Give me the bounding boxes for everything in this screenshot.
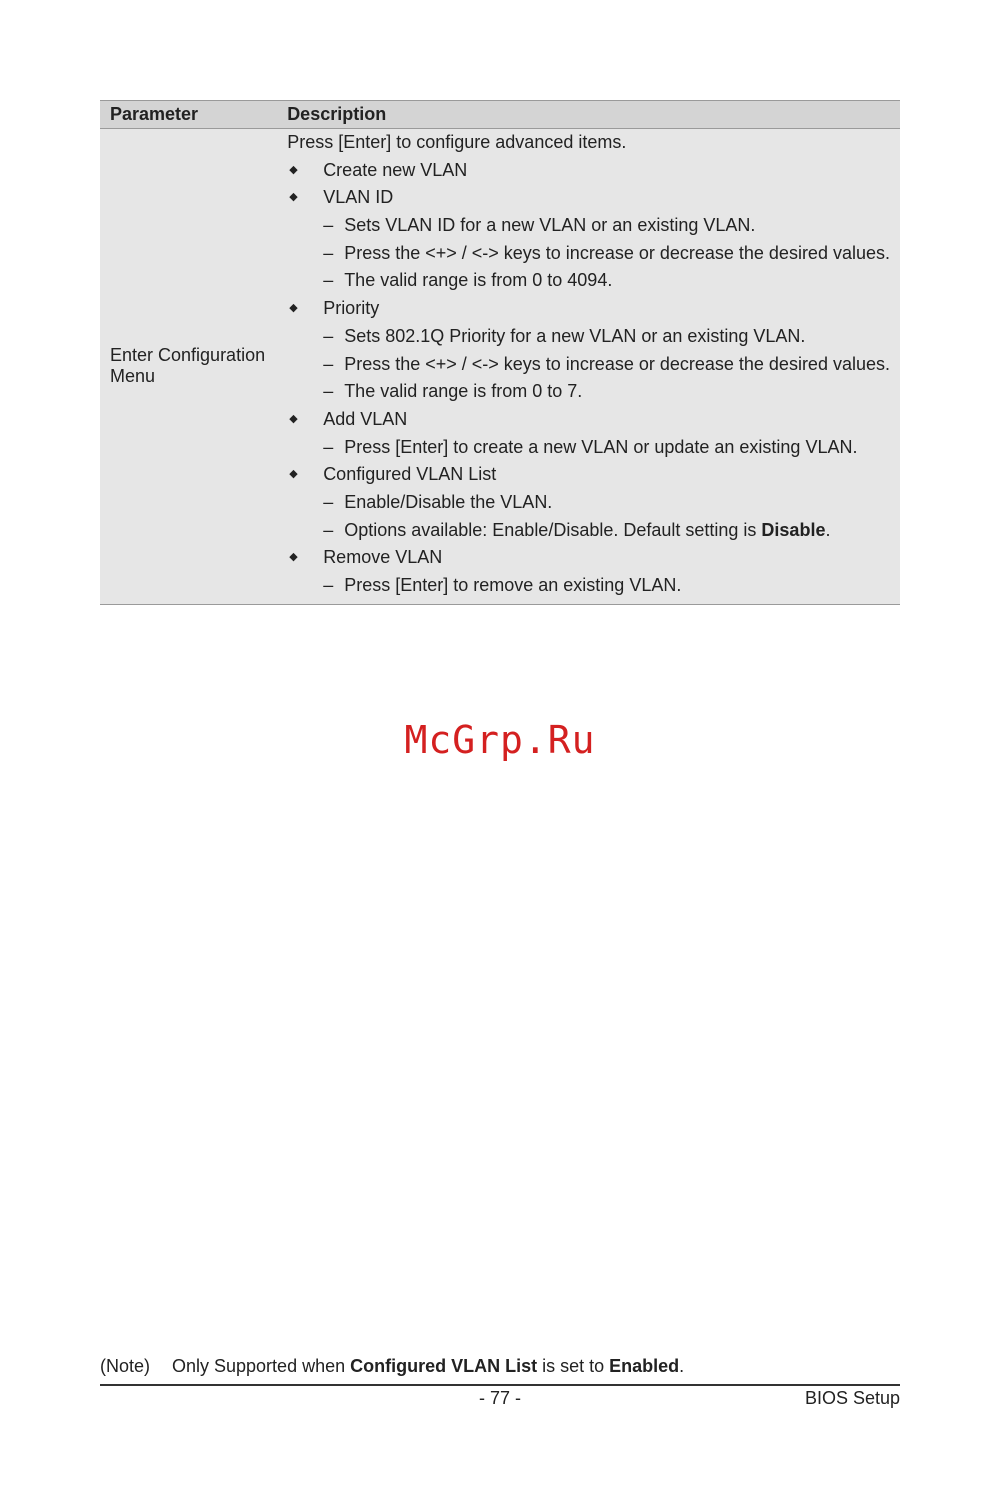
sub-item-text-prefix: Options available: Enable/Disable. Default setting is (344, 519, 762, 540)
note-text-prefix: Only Supported when (172, 1356, 351, 1376)
note-bold-value: Enabled (609, 1356, 680, 1376)
sub-list-item (287, 212, 890, 240)
default-setting-value: Disable (761, 519, 826, 540)
diamond-bullet-icon: ◆ (289, 412, 298, 425)
section-title: BIOS Setup (804, 1388, 900, 1408)
dash-marker: – (323, 436, 334, 457)
note-text-mid: is set to (537, 1356, 610, 1376)
sub-item-text-suffix: . (825, 519, 831, 540)
sub-list-item (287, 351, 890, 379)
diamond-bullet-icon: ◆ (289, 468, 298, 481)
footer-divider (100, 1384, 900, 1386)
description-intro: Press [Enter] to configure advanced items. (287, 132, 627, 152)
diamond-bullet-icon: ◆ (289, 551, 298, 564)
sub-item-text: The valid range is from 0 to 7. (344, 381, 583, 402)
sub-item-text: The valid range is from 0 to 4094. (344, 270, 613, 291)
watermark: McGrp.Ru (404, 718, 596, 762)
description-cell (277, 129, 900, 605)
sub-list-item (287, 517, 890, 545)
bullet-text: Add VLAN (323, 408, 408, 429)
sub-list-item (287, 489, 890, 517)
dash-marker: – (323, 242, 334, 263)
sub-list-item (287, 434, 890, 462)
sub-item-text (344, 520, 830, 540)
list-item (287, 544, 890, 572)
sub-item-text: Enable/Disable the VLAN. (344, 491, 553, 512)
diamond-bullet-icon: ◆ (289, 302, 298, 315)
sub-item-text: Press the <+> / <-> keys to increase or decrease the desired values. (344, 242, 890, 263)
dash-marker: – (323, 270, 334, 291)
list-item (287, 295, 890, 323)
note-label: (Note) (100, 1356, 151, 1376)
sub-item-text: Sets 802.1Q Priority for a new VLAN or an existing VLAN. (344, 325, 806, 346)
sub-item-text: Press [Enter] to create a new VLAN or update an existing VLAN. (344, 436, 858, 457)
diamond-bullet-icon: ◆ (289, 163, 298, 176)
sub-list-item (287, 267, 890, 295)
footnote (100, 1356, 684, 1377)
table-header-row (100, 101, 900, 129)
dash-marker: – (323, 575, 334, 595)
dash-marker: – (323, 381, 334, 402)
parameter-name: Enter Configuration Menu (110, 345, 266, 387)
bullet-text: Create new VLAN (323, 159, 468, 180)
dash-marker: – (323, 325, 334, 346)
sub-list-item (287, 323, 890, 351)
bullet-text: Remove VLAN (323, 547, 443, 568)
column-header-parameter: Parameter (110, 104, 199, 124)
sub-list-item (287, 240, 890, 268)
list-item (287, 461, 890, 489)
page-number: - 77 - (478, 1388, 521, 1408)
column-header-description: Description (287, 104, 387, 124)
sub-item-text: Press [Enter] to remove an existing VLAN. (344, 575, 682, 595)
dash-marker: – (323, 215, 334, 236)
sub-item-text: Press the <+> / <-> keys to increase or decrease the desired values. (344, 353, 890, 374)
note-bold-option: Configured VLAN List (350, 1356, 538, 1376)
list-item (287, 157, 890, 185)
note-text-suffix: . (679, 1356, 685, 1376)
list-item (287, 184, 890, 212)
bullet-text: VLAN ID (323, 187, 394, 208)
dash-marker: – (323, 519, 334, 540)
dash-marker: – (323, 353, 334, 374)
list-item (287, 406, 890, 434)
bullet-text: Priority (323, 298, 380, 319)
dash-marker: – (323, 491, 334, 512)
parameter-table (100, 100, 900, 605)
table-row (100, 129, 900, 605)
sub-list-item (287, 572, 890, 600)
sub-item-text: Sets VLAN ID for a new VLAN or an existing VLAN. (344, 215, 756, 236)
diamond-bullet-icon: ◆ (289, 191, 298, 204)
bullet-text: Configured VLAN List (323, 464, 497, 485)
sub-list-item (287, 378, 890, 406)
